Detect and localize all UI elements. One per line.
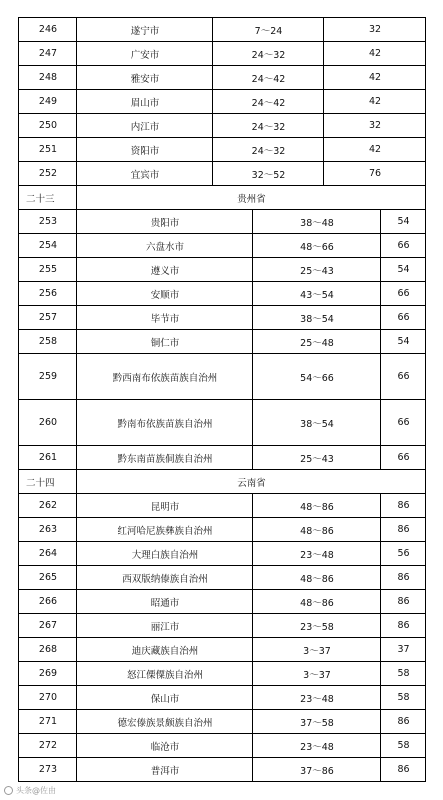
table-row — [0, 733, 443, 757]
table-row — [0, 113, 443, 137]
table-border — [425, 637, 426, 662]
city-name — [76, 17, 213, 41]
value — [380, 613, 426, 637]
row-number — [18, 257, 77, 281]
city-name — [76, 757, 253, 781]
value-range — [252, 637, 381, 661]
value-range — [252, 233, 381, 257]
table-border — [425, 185, 426, 210]
row-number — [18, 757, 77, 781]
value — [323, 113, 426, 137]
value-range-text: 32～52 — [251, 169, 286, 181]
table-row — [0, 65, 443, 89]
table-border — [425, 113, 426, 138]
city-name-text: 贵阳市 — [150, 217, 180, 229]
section-province — [76, 469, 426, 493]
row-number — [18, 589, 77, 613]
value — [380, 733, 426, 757]
table-border — [425, 517, 426, 542]
value-text: 66 — [397, 288, 410, 299]
value — [380, 709, 426, 733]
row-number — [18, 329, 77, 353]
row-number-text: 251 — [38, 144, 58, 155]
table-border — [425, 565, 426, 590]
row-number-text: 267 — [38, 620, 58, 631]
row-number-text: 248 — [38, 72, 58, 83]
section-header-row — [0, 469, 443, 493]
value-range-text: 24～32 — [251, 145, 286, 157]
row-number-text: 265 — [38, 572, 58, 583]
value-range — [252, 517, 381, 541]
table-row — [0, 709, 443, 733]
value-text: 42 — [368, 144, 382, 155]
value-text: 42 — [368, 48, 382, 59]
value-text: 86 — [397, 500, 410, 511]
row-number — [18, 41, 77, 65]
row-number — [18, 161, 77, 185]
value — [380, 209, 426, 233]
value-range-text: 23～48 — [300, 741, 334, 753]
value-range — [252, 445, 381, 469]
value-range-text: 37～58 — [300, 717, 334, 729]
value-text: 42 — [368, 96, 382, 107]
city-name — [76, 209, 253, 233]
city-name-text: 昭通市 — [150, 597, 180, 609]
value — [380, 281, 426, 305]
value-text: 76 — [368, 168, 382, 179]
value-range — [252, 589, 381, 613]
city-name-text: 普洱市 — [150, 765, 180, 777]
row-number-text: 259 — [38, 371, 58, 382]
city-name-text: 大理白族自治州 — [131, 549, 199, 561]
value — [380, 517, 426, 541]
row-number — [18, 353, 77, 399]
city-name-text: 黔东南苗族侗族自治州 — [117, 453, 213, 465]
table-border — [425, 137, 426, 162]
value-range — [252, 757, 381, 781]
value — [323, 17, 426, 41]
value — [380, 233, 426, 257]
row-number-text: 246 — [38, 24, 58, 35]
section-number-text: 二十三 — [26, 193, 55, 205]
value-text: 32 — [368, 120, 382, 131]
table-border — [425, 305, 426, 330]
value — [380, 565, 426, 589]
table-border — [425, 541, 426, 566]
watermark-text: 头条@佐由 — [16, 786, 56, 795]
city-name — [76, 733, 253, 757]
value-range — [212, 137, 324, 161]
value-text: 58 — [397, 740, 410, 751]
city-name-text: 眉山市 — [130, 97, 160, 109]
city-name — [76, 517, 253, 541]
city-name — [76, 89, 213, 113]
value-range-text: 48～66 — [300, 241, 334, 253]
section-province-text: 贵州省 — [237, 193, 266, 205]
row-number — [18, 399, 77, 445]
value — [380, 399, 426, 445]
table-border — [425, 257, 426, 282]
row-number — [18, 613, 77, 637]
row-number-text: 273 — [38, 764, 58, 775]
city-name-text: 遵义市 — [150, 265, 180, 277]
city-name-text: 红河哈尼族彝族自治州 — [117, 525, 213, 537]
value-range — [252, 733, 381, 757]
row-number — [18, 709, 77, 733]
value-text: 86 — [397, 716, 410, 727]
value-range-text: 54～66 — [300, 372, 334, 384]
value-text: 54 — [397, 216, 410, 227]
value-range — [252, 209, 381, 233]
row-number — [18, 113, 77, 137]
row-number-text: 268 — [38, 644, 58, 655]
value-text: 66 — [397, 452, 410, 463]
city-name-text: 保山市 — [150, 693, 180, 705]
city-name — [76, 445, 253, 469]
city-name — [76, 613, 253, 637]
row-number-text: 257 — [38, 312, 58, 323]
table-border — [425, 709, 426, 734]
table-border — [425, 233, 426, 258]
value-range — [252, 613, 381, 637]
value-range — [252, 565, 381, 589]
row-number — [18, 65, 77, 89]
value — [323, 137, 426, 161]
value-range-text: 43～54 — [300, 289, 334, 301]
table-border — [425, 661, 426, 686]
value-range-text: 25～48 — [300, 337, 334, 349]
row-number-text: 250 — [38, 120, 58, 131]
city-name — [76, 399, 253, 445]
city-name-text: 黔南布依族苗族自治州 — [117, 418, 213, 430]
row-number-text: 269 — [38, 668, 58, 679]
value-text: 86 — [397, 596, 410, 607]
row-number-text: 260 — [38, 417, 58, 428]
row-number-text: 264 — [38, 548, 58, 559]
table-row — [0, 541, 443, 565]
value-range — [212, 17, 324, 41]
table-row — [0, 613, 443, 637]
value-range — [252, 685, 381, 709]
value-range-text: 24～42 — [251, 97, 286, 109]
value-text: 58 — [397, 692, 410, 703]
table-row — [0, 637, 443, 661]
city-name — [76, 353, 253, 399]
table-border — [425, 17, 426, 42]
value — [380, 329, 426, 353]
row-number — [18, 733, 77, 757]
city-name — [76, 661, 253, 685]
table-border — [425, 161, 426, 186]
table-border — [425, 41, 426, 66]
value-range — [212, 89, 324, 113]
table-border — [425, 493, 426, 518]
value-range-text: 24～32 — [251, 121, 286, 133]
value-text: 66 — [397, 312, 410, 323]
value — [323, 161, 426, 185]
table-border — [425, 209, 426, 234]
value-range — [252, 661, 381, 685]
value-range-text: 38～54 — [300, 418, 334, 430]
city-name-text: 德宏傣族景颇族自治州 — [117, 717, 213, 729]
city-name-text: 遂宁市 — [130, 25, 160, 37]
watermark-logo-icon — [4, 786, 13, 795]
value-range — [252, 305, 381, 329]
value — [380, 541, 426, 565]
city-name — [76, 541, 253, 565]
row-number-text: 263 — [38, 524, 58, 535]
value-range — [252, 541, 381, 565]
row-number — [18, 637, 77, 661]
city-name-text: 迪庆藏族自治州 — [131, 645, 199, 657]
value-range-text: 3～37 — [303, 669, 331, 681]
value — [380, 257, 426, 281]
table-border — [18, 781, 426, 782]
table-row — [0, 661, 443, 685]
table-row — [0, 757, 443, 781]
value — [380, 445, 426, 469]
value-range-text: 23～58 — [300, 621, 334, 633]
value-text: 66 — [397, 371, 410, 382]
value-range-text: 23～48 — [300, 549, 334, 561]
value-text: 86 — [397, 620, 410, 631]
value-range-text: 25～43 — [300, 265, 334, 277]
row-number-text: 272 — [38, 740, 58, 751]
value-range — [252, 257, 381, 281]
city-name-text: 怒江傈僳族自治州 — [126, 669, 203, 681]
value-text: 32 — [368, 24, 382, 35]
section-number — [18, 185, 77, 209]
section-province-text: 云南省 — [237, 477, 266, 489]
city-name-text: 广安市 — [130, 49, 160, 61]
value-range-text: 38～48 — [300, 217, 334, 229]
value-range-text: 23～48 — [300, 693, 334, 705]
table-row — [0, 41, 443, 65]
value-range-text: 25～43 — [300, 453, 334, 465]
city-name-text: 六盘水市 — [145, 241, 184, 253]
city-name-text: 安顺市 — [150, 289, 180, 301]
value — [380, 305, 426, 329]
watermark — [4, 785, 56, 796]
row-number-text: 255 — [38, 264, 58, 275]
table-row — [0, 445, 443, 469]
city-name-text: 西双版纳傣族自治州 — [122, 573, 208, 585]
row-number-text: 249 — [38, 96, 58, 107]
value-range — [212, 113, 324, 137]
city-name — [76, 565, 253, 589]
city-name-text: 昆明市 — [150, 501, 180, 513]
city-name — [76, 137, 213, 161]
value — [380, 493, 426, 517]
city-name-text: 铜仁市 — [150, 337, 180, 349]
value-range-text: 48～86 — [300, 597, 334, 609]
row-number — [18, 445, 77, 469]
section-number-text: 二十四 — [26, 477, 55, 489]
table-row — [0, 281, 443, 305]
value-range-text: 7～24 — [254, 25, 283, 37]
table-row — [0, 137, 443, 161]
table-row — [0, 685, 443, 709]
value-text: 37 — [397, 644, 410, 655]
table-row — [0, 89, 443, 113]
row-number — [18, 661, 77, 685]
value — [323, 89, 426, 113]
value-text: 86 — [397, 524, 410, 535]
table-row — [0, 589, 443, 613]
row-number-text: 253 — [38, 216, 58, 227]
row-number-text: 258 — [38, 336, 58, 347]
table-row — [0, 517, 443, 541]
city-name — [76, 41, 213, 65]
value-text: 56 — [397, 548, 410, 559]
city-name — [76, 65, 213, 89]
value-range-text: 24～32 — [251, 49, 286, 61]
row-number-text: 271 — [38, 716, 58, 727]
row-number-text: 252 — [38, 168, 58, 179]
row-number — [18, 685, 77, 709]
value-text: 54 — [397, 336, 410, 347]
table-border — [425, 89, 426, 114]
row-number — [18, 209, 77, 233]
value-range — [252, 281, 381, 305]
row-number-text: 266 — [38, 596, 58, 607]
city-name-text: 宜宾市 — [130, 169, 160, 181]
table-border — [425, 469, 426, 494]
table-row — [0, 565, 443, 589]
city-name — [76, 161, 213, 185]
value-range — [252, 399, 381, 445]
value-text: 86 — [397, 764, 410, 775]
row-number-text: 254 — [38, 240, 58, 251]
table-border — [425, 281, 426, 306]
row-number — [18, 541, 77, 565]
city-name — [76, 257, 253, 281]
city-name — [76, 493, 253, 517]
table-border — [425, 445, 426, 470]
value-text: 58 — [397, 668, 410, 679]
value — [380, 757, 426, 781]
table-border — [425, 613, 426, 638]
city-name-text: 内江市 — [130, 121, 160, 133]
city-name — [76, 233, 253, 257]
value-range — [252, 353, 381, 399]
city-name-text: 毕节市 — [150, 313, 180, 325]
city-name — [76, 685, 253, 709]
table-row — [0, 161, 443, 185]
table-border — [425, 65, 426, 90]
value-range — [212, 65, 324, 89]
value-range — [252, 709, 381, 733]
value-range-text: 48～86 — [300, 525, 334, 537]
value-range — [252, 329, 381, 353]
value-range — [212, 41, 324, 65]
table-border — [425, 353, 426, 400]
section-header-row — [0, 185, 443, 209]
table-border — [425, 589, 426, 614]
table-row — [0, 209, 443, 233]
value — [380, 353, 426, 399]
value-text: 54 — [397, 264, 410, 275]
table-row — [0, 257, 443, 281]
row-number — [18, 17, 77, 41]
value-text: 66 — [397, 417, 410, 428]
row-number — [18, 305, 77, 329]
value — [380, 685, 426, 709]
table-row — [0, 399, 443, 445]
value-text: 42 — [368, 72, 382, 83]
city-name — [76, 709, 253, 733]
value — [380, 661, 426, 685]
table-border — [425, 685, 426, 710]
city-name — [76, 589, 253, 613]
row-number — [18, 89, 77, 113]
city-name — [76, 281, 253, 305]
table-row — [0, 329, 443, 353]
city-name — [76, 305, 253, 329]
city-name — [76, 329, 253, 353]
city-name-text: 丽江市 — [150, 621, 180, 633]
value-range-text: 24～42 — [251, 73, 286, 85]
section-province — [76, 185, 426, 209]
value-text: 66 — [397, 240, 410, 251]
value-range-text: 48～86 — [300, 573, 334, 585]
city-name — [76, 637, 253, 661]
row-number — [18, 565, 77, 589]
row-number — [18, 281, 77, 305]
city-name-text: 资阳市 — [130, 145, 160, 157]
table-border — [425, 733, 426, 758]
value — [323, 65, 426, 89]
table-border — [425, 757, 426, 782]
table-border — [425, 399, 426, 446]
row-number-text: 270 — [38, 692, 58, 703]
table-row — [0, 493, 443, 517]
row-number-text: 262 — [38, 500, 58, 511]
value-range — [252, 493, 381, 517]
value-range — [212, 161, 324, 185]
value-range-text: 48～86 — [300, 501, 334, 513]
city-name-text: 临沧市 — [150, 741, 180, 753]
row-number — [18, 137, 77, 161]
row-number-text: 256 — [38, 288, 58, 299]
section-number — [18, 469, 77, 493]
city-name-text: 黔西南布依族苗族自治州 — [112, 372, 218, 384]
row-number-text: 247 — [38, 48, 58, 59]
table-row — [0, 305, 443, 329]
value — [323, 41, 426, 65]
value — [380, 589, 426, 613]
table-border — [425, 329, 426, 354]
row-number — [18, 517, 77, 541]
row-number — [18, 493, 77, 517]
value-range-text: 38～54 — [300, 313, 334, 325]
city-name-text: 雅安市 — [130, 73, 160, 85]
city-name — [76, 113, 213, 137]
value-text: 86 — [397, 572, 410, 583]
value-range-text: 37～86 — [300, 765, 334, 777]
value — [380, 637, 426, 661]
row-number — [18, 233, 77, 257]
table-row — [0, 233, 443, 257]
table-row — [0, 353, 443, 399]
table-row — [0, 17, 443, 41]
value-range-text: 3～37 — [303, 645, 331, 657]
row-number-text: 261 — [38, 452, 58, 463]
